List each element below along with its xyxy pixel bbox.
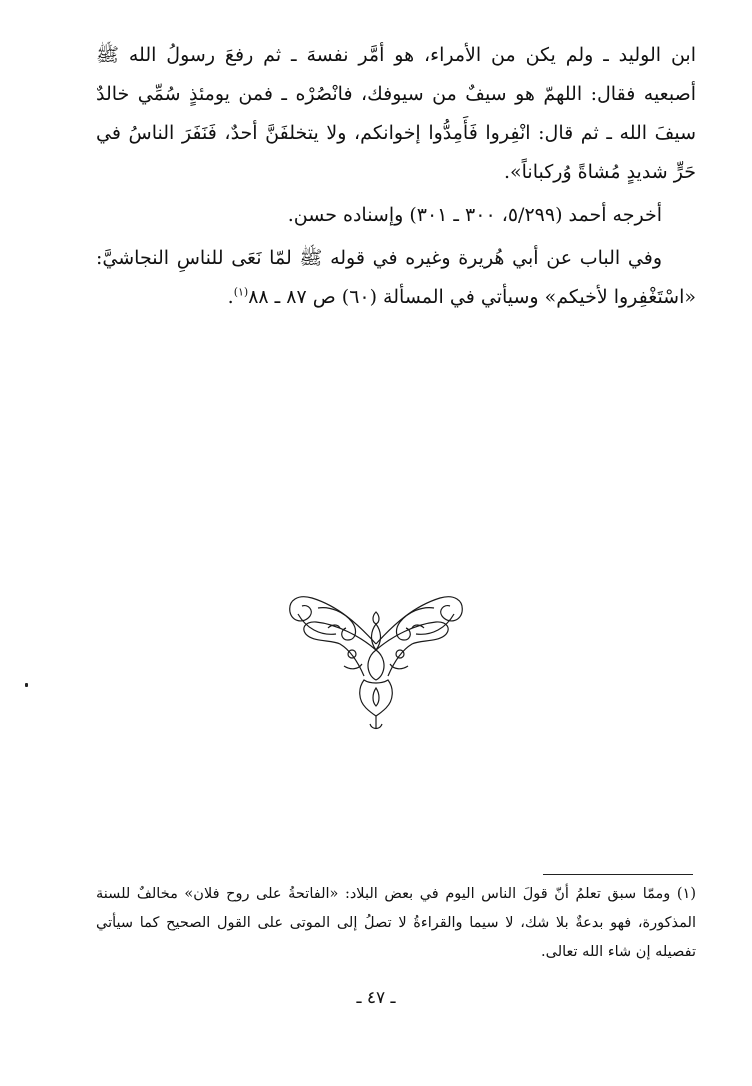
paragraph-related-hadith <box>96 239 696 317</box>
footnote-reference: (١) <box>233 285 249 299</box>
paragraph-takhrij: أخرجه أحمد (٥/٢٩٩، ٣٠٠ ـ ٣٠١) وإسناده حسن. <box>287 204 662 226</box>
main-text <box>96 36 696 317</box>
paragraph-hadith-continuation: ابن الوليد ـ ولم يكن من الأمراء، هو أمَّر نفسهَ ـ ثم رفعَ رسولُ الله ﷺ أصبعيه فقال: اللهمّ هو سيفٌ من سيوفك، فانْصُرْه ـ فمن يومئذٍ سُمِّي خالدٌ سيفَ الله ـ ثم قال: انْفِروا فَأَمِدُّوا إخوانكم، ولا يتخلفَنَّ أحدٌ، فَنَفَرَ الناسُ في حَرٍّ شديدٍ مُشاةً وُركباناً». <box>96 44 696 183</box>
arabesque-ornament-icon <box>278 584 474 734</box>
footnotes <box>96 880 696 967</box>
paragraph-related-hadith-text: وفي الباب عن أبي هُريرة وغيره في قوله ﷺ لمّا نَعَى للناسِ النجاشيَّ: «اسْتَغْفِروا لأخيكم» وسيأتي في المسألة (٦٠) ص ٨٧ ـ ٨٨ <box>96 247 696 308</box>
stray-mark <box>25 683 28 687</box>
page-number: ـ ٤٧ ـ <box>356 988 396 1008</box>
sentence-end: . <box>227 286 234 308</box>
footnote-separator <box>543 874 693 875</box>
footnote-1: (١) وممّا سبق تعلمُ أنّ قولَ الناس اليوم في بعض البلاد: «الفاتحةُ على روح فلان» مخالفٌ للسنة المذكورة، فهو بدعةٌ بلا شك، لا سيما والقراءةُ لا تصلُ إلى الموتى على القول الصحيح كما سيأتي تفصيله إن شاء الله تعالى. <box>96 886 696 960</box>
